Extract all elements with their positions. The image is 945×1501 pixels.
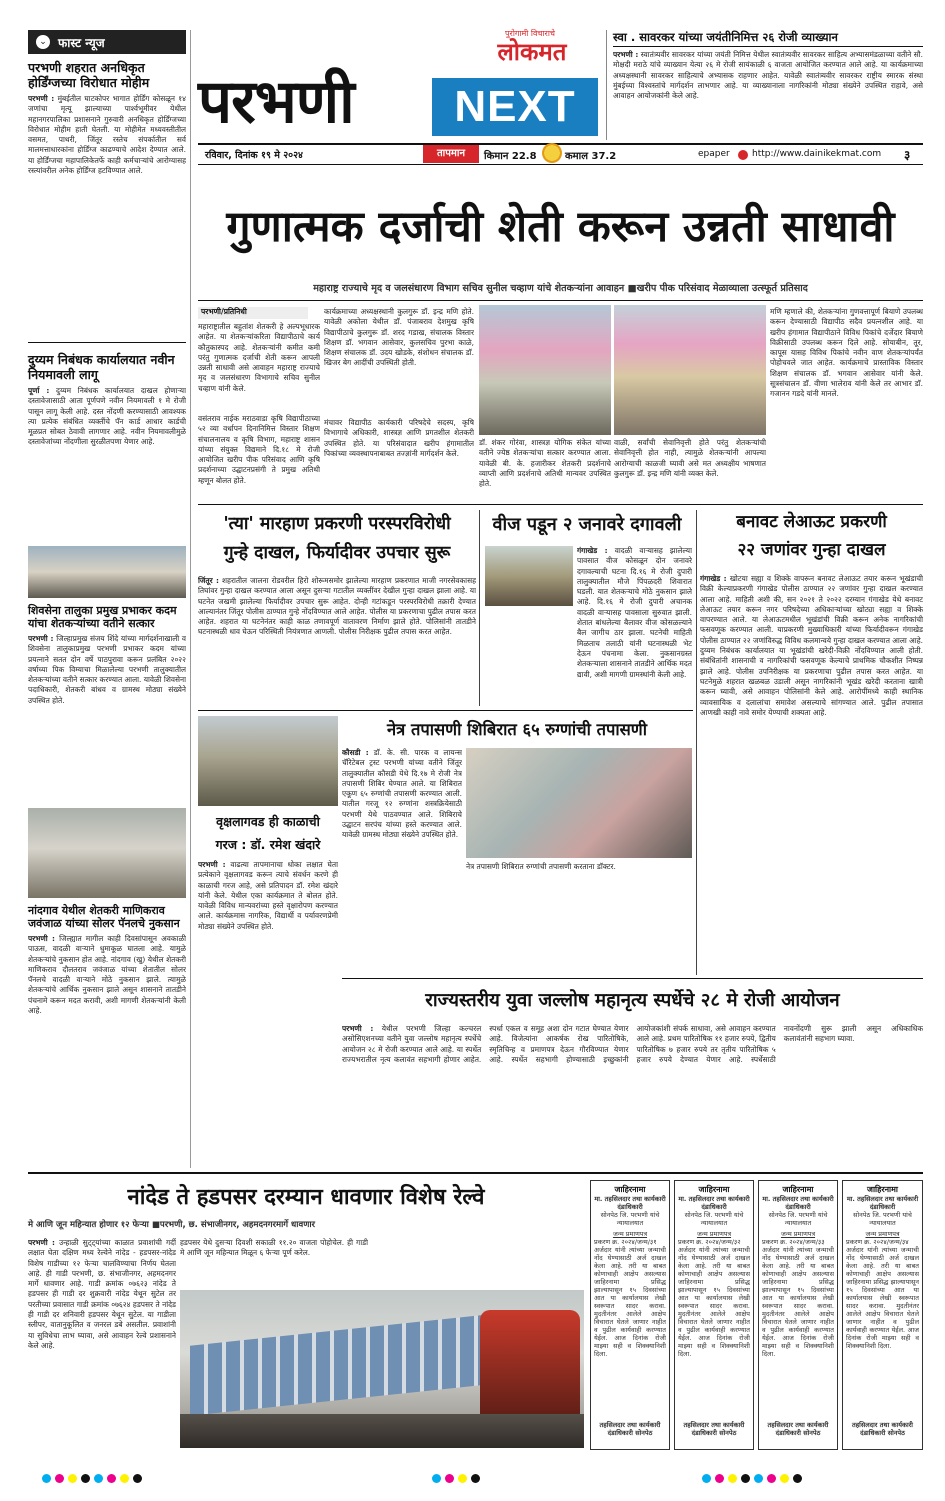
- temperature-label: तापमान: [423, 145, 479, 163]
- registration-marks-center: [430, 1468, 550, 1482]
- lead-body-col1: महाराष्ट्रातील बहुतांश शेतकरी हे अल्पभूधारक आहेत. या शेतकऱ्यांकरिता विद्यापीठाचे कार्य कौतुकास्पद आहे. शेतकऱ्यांनी कमीत कमी परंतु गुणात्मक दर्जाची शेती करून आपली उन्नती साधावी असे आवाहन महाराष्ट्र राज्याचे मृद व जलसंधारण विभागाचे सचिव सुनील चव्हाण यांनी केले.: [198, 322, 320, 393]
- divider: [479, 510, 480, 706]
- divider: [342, 978, 923, 979]
- headline: नांदगाव येथील शेतकरी माणिकराव जवंजाळ यांच्या सोलर पॅनलचे नुकसान: [28, 904, 180, 930]
- article-body: परभणी : स्वातंत्र्यवीर सावरकर यांच्या जयंती निमित्त येथील स्वातंत्र्यवीर सावरकर साहित्य अभ्यासमंडळाच्या वतीने सौ. मोक्षदी मराठे यांचे व्याख्यान येत्या २६ मे रोजी सायंकाळी ६ वाजता आयोजित करण्यात आले आहे. या कार्यक्रमाच्या अध्यक्षस्थानी सावरकर साहित्याचे अभ्यासक राहणार आहेत. यावेळी स्वातंत्र्यवीर सावरकर राष्ट्रीय स्मारक संस्था मुंबईच्या विश्वस्तांचे मार्गदर्शन लाभणार आहे. या व्याख्यानाला नागरिकांनी मोठ्या संख्येने उपस्थित राहावे, असे आवाहन आयोजकांनी केले आहे.: [613, 50, 923, 101]
- lightning-headline: वीज पडून २ जनावरे दगावली: [492, 514, 682, 535]
- fraud-body: गंगाखेड : खोटया सह्या व शिक्के वापरून बनावट लेआऊट तयार करून भूखंडाची विक्री केल्याप्रकरणी गंगाखेड पोलीस ठाण्यात २२ जणांवर गुन्हा दाखल करण्यात आला आहे. माहिती अशी की, सन २०२१ ते २०२२ दरम्यान गंगाखेड येथे बनावट लेआऊट तयार करून नगर परिषदेच्या अधिकाऱ्यांच्या खोट्या सह्या व शिक्के वापरण्यात आले. या लेआऊटमधील भूखंडांची विक्री करून अनेक नागरिकांची फसवणूक करण्यात आली. याप्रकरणी मुख्याधिकारी यांच्या फिर्यादीवरून गंगाखेड पोलीस ठाण्यात २२ जणांविरुद्ध विविध कलमान्वये गुन्हा दाखल करण्यात आला आहे. दुय्यम निबंधक कार्यालयात या भूखंडांची खरेदी-विक्री नोंदविण्यात आली होती. संबंधितांनी शासनाची व नागरिकांची फसवणूक केल्याचे प्राथमिक चौकशीत निष्पन्न झाले आहे. पोलीस उपनिरीक्षक या प्रकरणाचा पुढील तपास करत आहेत. या घटनेमुळे शहरात खळबळ उडाली असून नागरिकांनी भूखंड खरेदी करताना खात्री करून घ्यावी, असे आवाहन पोलिसांनी केले आहे. आरोपींमध्ये काही स्थानिक व्यावसायिक व दलालांचा समावेश असल्याचे सांगण्यात आले. पुढील तपासात आणखी काही नावे समोर येण्याची शक्यता आहे.: [700, 574, 923, 717]
- photo-caption: नेत्र तपासणी शिबिरात रुग्णांची तपासणी करताना डॉक्टर.: [466, 862, 616, 871]
- lead-body-col1b: वसंतराव नाईक मराठवाडा कृषि विद्यापीठाच्या ५२ व्या वर्धापन दिनानिमित्त विस्तार शिक्षण संचालनालय व कृषि विभाग, महाराष्ट्र शासन यांच्या संयुक्त विद्यमाने दि.१८ मे रोजी आयोजित खरीप पीक परिसंवाद आणि कृषि प्रदर्शनाच्या उद्घाटनप्रसंगी ते प्रमुख अतिथी म्हणून बोलत होते.: [198, 414, 320, 485]
- headline: स्वा . सावरकर यांच्या जयंतीनिमित्त २६ रोजी व्याख्यान: [613, 30, 923, 47]
- fraud-headline: बनावट लेआऊट प्रकरणी २२ जणांवर गुन्हा दाखल: [736, 512, 887, 560]
- railway-headline: नांदेड ते हडपसर दरम्यान धावणार विशेष रेल्वे: [127, 1185, 485, 1210]
- article-body: परभणी : जिल्ह्यात मागील काही दिवसांपासून अवकाळी पाऊस, वादळी वाऱ्याने धुमाकूळ घातला आहे. यामुळे शेतकऱ्यांचे नुकसान होत आहे. नांदगाव (खु) येथील शेतकरी माणिकराव दौलतराव जवंजाळ यांच्या शेतातील सोलर पॅनलचे वादळी वाऱ्याने मोठे नुकसान झाले. त्यामुळे शेतकऱ्यांचे आर्थिक नुकसान झाले असून शासनाने तातडीने पंचनामे करून मदत करावी, अशी मागणी शेतकऱ्यांनी केली आहे.: [28, 934, 186, 1016]
- lead-body-col2b: मंचावर विद्यापीठ कार्यकारी परिषदेचे सदस्य, कृषि विभागाचे अधिकारी, शास्त्रज्ञ आणि प्रगतशील शेतकरी उपस्थित होते. या परिसंवादात खरीप हंगामातील पिकांच्या व्यवस्थापनाबाबत तज्ज्ञांनी मार्गदर्शन केले.: [324, 418, 474, 458]
- crime-headline: 'त्या' मारहाण प्रकरणी परस्परविरोधी गुन्हे दाखल, फिर्यादीवर उपचार सुरू: [223, 514, 451, 563]
- masthead-title: परभणी: [198, 67, 354, 137]
- temp-max: कमाल 37.2: [565, 151, 617, 162]
- news-photo-group: [28, 546, 186, 598]
- lightning-body: गंगाखेड : वादळी वाऱ्यासह झालेल्या पावसात वीज कोसळून दोन जनावरे दगावल्याची घटना दि.१६ मे रोजी दुपारी तालुक्यातील मौजे पिंपळदरी शिवारात घडली. यात शेतकऱ्याचे मोठे नुकसान झाले आहे. दि.१६ मे रोजी दुपारी अचानक वादळी वाऱ्यासह पावसाला सुरुवात झाली. शेतात बांधलेल्या बैलावर वीज कोसळल्याने बैल जागीच ठार झाला. घटनेची माहिती मिळताच तलाठी यांनी घटनास्थळी भेट देऊन पंचनामा केला. नुकसानग्रस्त शेतकऱ्याला शासनाने तातडीने आर्थिक मदत द्यावी, अशी मागणी ग्रामस्थांनी केली आहे.: [577, 546, 692, 679]
- tree-body: परभणी : वाढत्या तापमानाचा धोका लक्षात घेता प्रत्येकाने वृक्षलागवड करून त्याचे संवर्धन करणे ही काळाची गरज आहे, असे प्रतिपादन डॉ. रमेश खंदारे यांनी केले. येथील एका कार्यक्रमात ते बोलत होते. यावेळी विविध मान्यवरांच्या हस्ते वृक्षारोपण करण्यात आले. कार्यक्रमास नागरिक, विद्यार्थी व पर्यावरणप्रेमी मोठ्या संख्येने उपस्थित होते.: [198, 860, 338, 931]
- epaper-label: epaper: [698, 149, 730, 159]
- brand-tagline: पुरोगामी विचाराचे: [505, 29, 555, 38]
- lightning-photo: [485, 546, 573, 606]
- fast-news-title: फास्ट न्यूज: [58, 35, 105, 50]
- tree-headline: वृक्षलागवड ही काळाची गरज : डॉ. रमेश खंदारे: [215, 814, 321, 852]
- chevron-down-icon: ⌄: [36, 35, 50, 49]
- train-photo: [180, 1290, 584, 1448]
- divider: [28, 1172, 923, 1174]
- next-logo: NEXT: [432, 78, 598, 136]
- divider: [198, 710, 693, 711]
- sun-icon: [542, 143, 562, 163]
- divider: [198, 504, 923, 505]
- lead-subhead: महाराष्ट्र राज्याचे मृद व जलसंधारण विभाग सचिव सुनील चव्हाण यांचे शेतकऱ्यांना आवाहन ■खरीप पीक परिसंवाद मेळाव्याला उत्स्फूर्त प्रतिसाद: [313, 283, 808, 294]
- divider: [198, 300, 923, 301]
- lead-headline: गुणात्मक दर्जाची शेती करून उन्नती साधावी: [226, 202, 895, 252]
- lead-photo-audience: [479, 305, 611, 435]
- article-body: पूर्णा : दुय्यम निबंधक कार्यालयात दाखल होणाऱ्या दस्तावेजासाठी आता पूर्णपणे नवीन नियमावली १ मे रोजी पासून लागू केली आहे. दस्त नोंदणी करण्यासाठी आवश्यक त्या प्रत्येक संबंधित व्यक्तींचे पॅन कार्ड आधार कार्डची मूळप्रत सोबत ठेवावी लागणार आहे. नवीन नियमावलीमुळे दस्तावेजांच्या नोंदणीला सुरळीतपणा येणार आहे.: [28, 386, 186, 447]
- notice-4: जाहिरनामा मा. तहसिलदार तथा कार्यकारी दंडाधिकारी सोनपेठ जि. परभणी यांचे न्यायालयात जन्म प्रमाणपत्र प्रकरण क्र. २०२४/जन्म/३४ अर्जदार यांनी त्यांच्या जन्माची नोंद घेण्यासाठी अर्ज दाखल केला आहे. तरी या बाबत कोणाचाही आक्षेप असल्यास जाहिरनामा प्रसिद्ध झाल्यापासून १५ दिवसांच्या आत या कार्यालयास लेखी स्वरूपात सादर करावा. मुदतीनंतर आलेले आक्षेप विचारात घेतले जाणार नाहीत व पुढील कार्यवाही करण्यात येईल. आज दिनांक रोजी माझ्या सही व शिक्क्यानिशी दिला. तहसिलदार तथा कार्यकारी दंडाधिकारी सोनपेठ: [842, 1180, 923, 1450]
- registration-marks-left: [40, 1468, 240, 1482]
- issue-date: रविवार, दिनांक १९ मे २०२४: [205, 150, 303, 161]
- headline: दुय्यम निबंधक कार्यालयात नवीन नियमावली लागू: [28, 352, 175, 382]
- globe-icon: [738, 150, 748, 160]
- eye-camp-headline: नेत्र तपासणी शिबिरात ६५ रुग्णांची तपासणी: [386, 720, 648, 739]
- lead-body-col2: कार्यक्रमाच्या अध्यक्षस्थानी कुलगुरू डॉ. इन्द्र मणि होते. यावेळी अकोला येथील डॉ. पंजाबराव देशमुख कृषि विद्यापीठाचे कुलगुरू डॉ. शरद गडाख, संचालक विस्तार शिक्षण डॉ. भगवान आसेवार, कुलसचिव पुरभा काळे, शिक्षण संचालक डॉ. उदय खोडके, संशोधन संचालक डॉ. खिजर बेग आदींची उपस्थिती होती.: [324, 307, 474, 368]
- headline: परभणी शहरात अनधिकृत होर्डिंग्जच्या विरोधात मोहीम: [28, 60, 150, 90]
- article-body: परभणी : मुंबईतील घाटकोपर भागात होर्डिंग कोसळून १४ जणांचा मृत्यू झाल्याच्या पार्श्वभूमीवर येथील महानगरपालिका प्रशासनाने गुरुवारी अनधिकृत होर्डिंग्जच्या विरोधात मोहीम हाती घेतली. या मोहीमेत मध्यवस्तीतील वसमत, पाथरी, जिंतूर रस्तेच संपर्कातील सर्व मालमत्ताधारकांना होर्डिंग्ज काढण्याचे आदेश देण्यात आले. या होर्डिंग्जचा महापालिकेतर्फे काही कर्मचाऱ्यांचे आरोग्यासह रस्त्यांवरील अनेक होर्डिंग्ज हटविण्यात आले.: [28, 94, 186, 176]
- notice-2: जाहिरनामा मा. तहसिलदार तथा कार्यकारी दंडाधिकारी सोनपेठ जि. परभणी यांचे न्यायालयात जन्म प्रमाणपत्र प्रकरण क्र. २०२४/जन्म/३२ अर्जदार यांनी त्यांच्या जन्माची नोंद घेण्यासाठी अर्ज दाखल केला आहे. तरी या बाबत कोणाचाही आक्षेप असल्यास जाहिरनामा प्रसिद्ध झाल्यापासून १५ दिवसांच्या आत या कार्यालयास लेखी स्वरूपात सादर करावा. मुदतीनंतर आलेले आक्षेप विचारात घेतले जाणार नाहीत व पुढील कार्यवाही करण्यात येईल. आज दिनांक रोजी माझ्या सही व शिक्क्यानिशी दिला. तहसिलदार तथा कार्यकारी दंडाधिकारी सोनपेठ: [674, 1180, 754, 1450]
- crime-body: जिंतूर : शहरातील जालना रोडवरील हिरो शोरूमसमोर झालेल्या मारहाण प्रकरणात माजी नगरसेवकासह तिघांवर गुन्हा दाखल करण्यात आला असून दुसऱ्या गटातील व्यक्तींवर देखील गुन्हा दाखल झाला आहे. या घटनेत जखमी झालेल्या फिर्यादीवर उपचार सुरू आहेत. दोन्ही गटांकडून परस्परविरोधी तक्रारी देण्यात आल्यानंतर जिंतूर पोलीस ठाण्यात गुन्हे नोंदविण्यात आले आहेत. पोलीस या प्रकरणाचा पुढील तपास करत आहेत. शहरात या घटनेनंतर काही काळ तणावपूर्ण वातावरण निर्माण झाले होते. पोलिसांनी तातडीने घटनास्थळी धाव घेऊन परिस्थिती नियंत्रणात आणली. पोलीस निरीक्षक पुढील तपास करत आहेत.: [198, 576, 476, 637]
- headline: शिवसेना तालुका प्रमुख प्रभाकर कदम यांचा शेतकऱ्यांच्या वतीने सत्कार: [28, 604, 177, 630]
- fast-news-item-1: [28, 60, 186, 338]
- registration-marks-right: [700, 1468, 920, 1482]
- fast-news-header: [28, 30, 186, 54]
- notice-1: जाहिरनामा मा. तहसिलदार तथा कार्यकारी दंडाधिकारी सोनपेठ जि. परभणी यांचे न्यायालयात जन्म प्रमाणपत्र प्रकरण क्र. २०२४/जन्म/३१ अर्जदार यांनी त्यांच्या जन्माची नोंद घेण्यासाठी अर्ज दाखल केला आहे. तरी या बाबत कोणाचाही आक्षेप असल्यास जाहिरनामा प्रसिद्ध झाल्यापासून १५ दिवसांच्या आत या कार्यालयास लेखी स्वरूपात सादर करावा. मुदतीनंतर आलेले आक्षेप विचारात घेतले जाणार नाहीत व पुढील कार्यवाही करण्यात येईल. आज दिनांक रोजी माझ्या सही व शिक्क्यानिशी दिला. तहसिलदार तथा कार्यकारी दंडाधिकारी सोनपेठ: [590, 1180, 670, 1450]
- savarkar-article: [606, 30, 923, 140]
- website-link[interactable]: http://www.dainikekmat.com: [752, 149, 882, 159]
- sidebar-border: [190, 30, 191, 1168]
- lead-body-right: मणि म्हणाले की, शेतकऱ्यांना गुणवत्तापूर्ण बियाणे उपलब्ध करून देण्यासाठी विद्यापीठ सदैव प्रयत्नशील आहे. या खरीप हंगामात विद्यापीठाने विविध पिकांचे दर्जेदार बियाणे विक्रीसाठी उपलब्ध करून दिले आहे. सोयाबीन, तूर, कापूस यासह विविध पिकांचे नवीन वाण शेतकऱ्यांपर्यंत पोहोचवले जात आहेत. कार्यक्रमाचे प्रास्ताविक विस्तार शिक्षण संचालक डॉ. भगवान आसेवार यांनी केले. सूत्रसंचालन डॉ. वीणा भालेराव यांनी केले तर आभार डॉ. गजानन गडदे यांनी मानले.: [770, 307, 923, 399]
- divider: [28, 342, 186, 343]
- tree-photo: [198, 716, 338, 806]
- eye-camp-photo: [466, 748, 692, 858]
- youth-body: परभणी : येथील परभणी जिल्हा कल्चरल असोसिएशनच्या वतीने युवा जल्लोष महानृत्य स्पर्धेचे आयोजन २८ मे रोजी करण्यात आले आहे. या स्पर्धेत राज्यभरातील नृत्य कलावंत सहभागी होणार आहेत. स्पर्धा एकल व समूह अशा दोन गटात घेण्यात येणार आहे. विजेत्यांना आकर्षक रोख पारितोषिके, स्मृतिचिन्ह व प्रमाणपत्र देऊन गौरविण्यात येणार आहे. स्पर्धेत सहभागी होण्यासाठी इच्छुकांनी आयोजकांशी संपर्क साधावा, असे आवाहन करण्यात आले आहे. प्रथम पारितोषिक ११ हजार रुपये, द्वितीय पारितोषिक ७ हजार रुपये तर तृतीय पारितोषिक ५ हजार रुपये देण्यात येणार आहे. स्पर्धेसाठी नावनोंदणी सुरू झाली असून अधिकाधिक कलावंतांनी सहभाग घ्यावा.: [342, 1024, 923, 1064]
- lead-dateline: परभणी/प्रतिनिधी: [198, 307, 308, 319]
- photo-caption: वाळी, सर्वांची सेवानिवृत्ती होते परंतु शेतकऱ्यांची सेवानिवृत्ती होत नाही, त्यामुळे शेतकऱ्यांनी आपल्या आरोग्याची काळजी घ्यावी असे मत अध्यक्षीय भाषणात कुलगुरू डॉ. इन्द्र मणि यांनी व्यक्त केले.: [614, 438, 766, 478]
- divider: [696, 510, 697, 975]
- railway-subhead: मे आणि जून महिन्यात होणार १२ फेऱ्या ■परभणी, छ. संभाजीनगर, अहमदनगरमार्गे धावणार: [28, 1220, 316, 1230]
- notice-3: जाहिरनामा मा. तहसिलदार तथा कार्यकारी दंडाधिकारी सोनपेठ जि. परभणी यांचे न्यायालयात जन्म प्रमाणपत्र प्रकरण क्र. २०२४/जन्म/३३ अर्जदार यांनी त्यांच्या जन्माची नोंद घेण्यासाठी अर्ज दाखल केला आहे. तरी या बाबत कोणाचाही आक्षेप असल्यास जाहिरनामा प्रसिद्ध झाल्यापासून १५ दिवसांच्या आत या कार्यालयास लेखी स्वरूपात सादर करावा. मुदतीनंतर आलेले आक्षेप विचारात घेतले जाणार नाहीत व पुढील कार्यवाही करण्यात येईल. आज दिनांक रोजी माझ्या सही व शिक्क्यानिशी दिला. तहसिलदार तथा कार्यकारी दंडाधिकारी सोनपेठ: [758, 1180, 838, 1450]
- railway-body: परभणी : उन्हाळी सुट्ट्यांच्या काळात प्रवाशांची गर्दी लक्षात घेता दक्षिण मध्य रेल्वेने नांदेड - हडपसर-नांदेड विशेष गाडीच्या १२ फेऱ्या चालविण्याचा निर्णय घेतला आहे. ही गाडी परभणी, छ. संभाजीनगर, अहमदनगर मार्गे धावणार आहे. गाडी क्रमांक ०७६२३ नांदेड ते हडपसर ही गाडी दर शुक्रवारी नांदेड येथून सुटेल तर परतीच्या प्रवासात गाडी क्रमांक ०७६२४ हडपसर ते नांदेड ही गाडी दर शनिवारी हडपसर येथून सुटेल. या गाडीला स्लीपर, वातानुकूलित व जनरल डबे असतील. प्रवाशांनी या सुविधेचा लाभ घ्यावा, असे आवाहन रेल्वे प्रशासनाने केले आहे.: [28, 1238, 176, 1350]
- eye-camp-body: कौसडी : डॉ. के. सी. पारक व लायन्स चॅरिटेबल ट्रस्ट परभणी यांच्या वतीने जिंतूर तालुक्यातील कौसडी येथे दि.१७ मे रोजी नेत्र तपासणी शिबिर घेण्यात आले. या शिबिरात एकूण ६५ रुग्णांची तपासणी करण्यात आली. यातील गरजू १२ रुग्णांना शस्त्रक्रियेसाठी परभणी येथे पाठवण्यात आले. शिबिराचे उद्घाटन सरपंच यांच्या हस्ते करण्यात आले. यावेळी ग्रामस्थ मोठ्या संख्येने उपस्थित होते.: [342, 748, 462, 840]
- photo-caption: डॉ. शंकर गोरंवा, शास्त्रज्ञ योगिक संकेत यांच्या वतीने ज्येष्ठ शेतकऱ्यांचा सत्कार करण्यात आला. यावेळी बी. के. हजारीकर शेतकरी प्रदर्शनाचे व्याप्ती आणि प्रदर्शनाचे अतिथी मान्यवर उपस्थित होते.: [479, 438, 611, 489]
- temp-min: किमान 22.8: [484, 151, 537, 162]
- lead-photo-stage: [614, 305, 766, 435]
- news-photo-solar: [28, 808, 186, 898]
- fast-news-item-2: [28, 352, 186, 540]
- youth-headline: राज्यस्तरीय युवा जल्लोष महानृत्य स्पर्धेचे २८ मे रोजी आयोजन: [425, 990, 840, 1011]
- fast-news-item-4: [28, 904, 186, 1166]
- brand-logo: लोकमत: [497, 38, 567, 66]
- fast-news-item-3: [28, 604, 186, 802]
- page-number: ३: [904, 148, 911, 162]
- article-body: परभणी : जिल्हाप्रमुख संजय शिंदे यांच्या मार्गदर्शनाखाली व शिवसेना तालुकाप्रमुख परभणी प्रभाकर कदम यांच्या प्रयत्नाने सतत दोन वर्षे पाठपुरावा करून प्रलंबित २०२२ वर्षाच्या पिक विम्याचा मिळालेल्या परभणी तालुक्यातील शेतकऱ्यांच्या वतीने सत्कार करण्यात आला. यावेळी शिवसेना पदाधिकारी, शेतकरी बांधव व ग्रामस्थ मोठ्या संख्येने उपस्थित होते.: [28, 634, 186, 705]
- railway-times: हडपसर येथे दुसऱ्या दिवशी सकाळी ११.२० वाजता पोहोचेल. ही गाडी मे आणि जून महिन्यात मिळून ६ फेऱ्या पूर्ण करेल.: [180, 1238, 368, 1258]
